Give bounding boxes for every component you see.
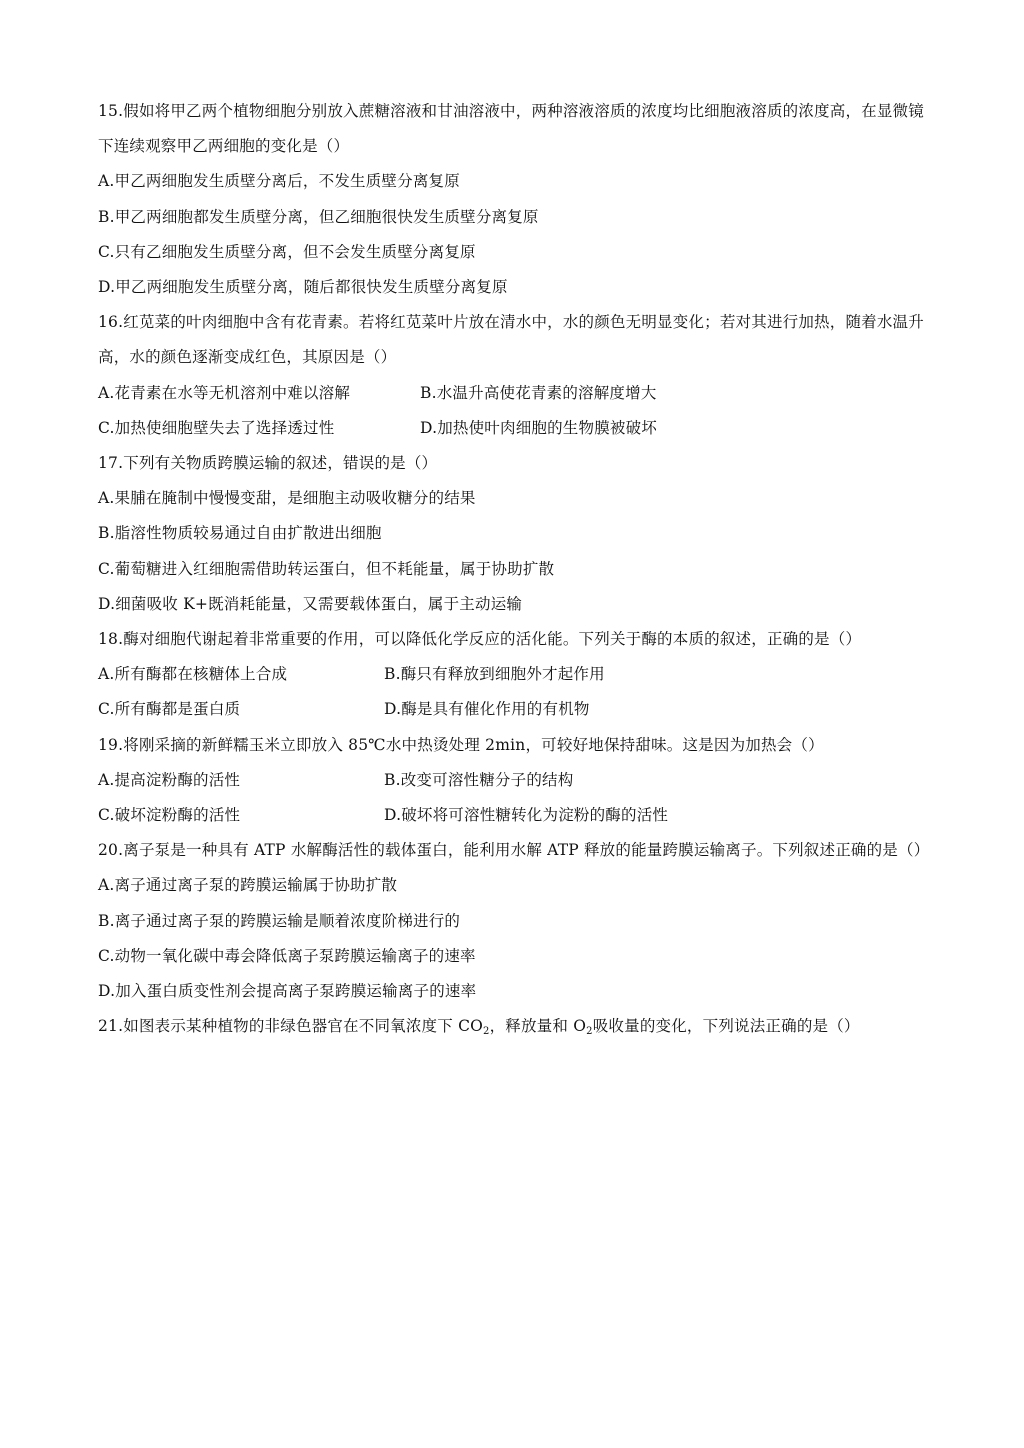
question-15-option-b: B.甲乙两细胞都发生质壁分离，但乙细胞很快发生质壁分离复原 <box>98 207 539 226</box>
question-16-option-a: A.花青素在水等无机溶剂中难以溶解 <box>98 383 351 402</box>
question-21-stem-part-b: ，释放量和 O <box>489 1017 587 1036</box>
question-17-option-d: D.细菌吸收 K+既消耗能量，又需要载体蛋白，属于主动运输 <box>98 594 523 613</box>
question-16 <box>98 305 928 446</box>
question-20 <box>98 833 928 1009</box>
question-20-option-a: A.离子通过离子泵的跨膜运输属于协助扩散 <box>98 876 398 895</box>
question-20-option-b: B.离子通过离子泵的跨膜运输是顺着浓度阶梯进行的 <box>98 911 461 930</box>
question-20-stem: 20.离子泵是一种具有 ATP 水解酶活性的载体蛋白，能利用水解 ATP 释放的能量跨膜运输离子。下列叙述正确的是（） <box>98 841 930 860</box>
question-15-option-a: A.甲乙两细胞发生质壁分离后，不发生质壁分离复原 <box>98 172 460 191</box>
question-18-option-d: D.酶是具有催化作用的有机物 <box>384 700 590 719</box>
question-17 <box>98 446 928 622</box>
co2-subscript: 2 <box>483 1026 490 1038</box>
question-15-stem: 15.假如将甲乙两个植物细胞分别放入蔗糖溶液和甘油溶液中，两种溶液溶质的浓度均比细胞液溶质的浓度高，在显微镜下连续观察甲乙两细胞的变化是（） <box>98 102 924 156</box>
question-18-options-row-2 <box>98 692 928 727</box>
question-19-option-a: A.提高淀粉酶的活性 <box>98 770 241 789</box>
question-21 <box>98 1009 928 1044</box>
question-19-option-c: C.破坏淀粉酶的活性 <box>98 806 241 825</box>
o2-subscript: 2 <box>586 1026 593 1038</box>
question-16-option-c: C.加热使细胞壁失去了选择透过性 <box>98 418 335 437</box>
question-19-option-d: D.破坏将可溶性糖转化为淀粉的酶的活性 <box>384 806 669 825</box>
question-16-stem: 16.红苋菜的叶肉细胞中含有花青素。若将红苋菜叶片放在清水中，水的颜色无明显变化；若对其进行加热，随着水温升高，水的颜色逐渐变成红色，其原因是（） <box>98 313 924 367</box>
question-19-option-b: B.改变可溶性糖分子的结构 <box>384 770 574 789</box>
question-20-option-d: D.加入蛋白质变性剂会提高离子泵跨膜运输离子的速率 <box>98 982 477 1001</box>
question-16-option-b: B.水温升高使花青素的溶解度增大 <box>420 383 657 402</box>
question-18-options-row-1 <box>98 657 928 692</box>
question-15 <box>98 94 928 305</box>
question-17-option-b: B.脂溶性物质较易通过自由扩散进出细胞 <box>98 524 382 543</box>
question-19 <box>98 728 928 834</box>
question-18-option-c: C.所有酶都是蛋白质 <box>98 700 241 719</box>
question-21-stem <box>98 1009 928 1044</box>
question-19-options-row-2 <box>98 798 928 833</box>
question-16-options-row-2 <box>98 411 928 446</box>
question-21-stem-part-c: 吸收量的变化，下列说法正确的是（） <box>592 1017 860 1036</box>
question-17-stem: 17.下列有关物质跨膜运输的叙述，错误的是（） <box>98 454 438 473</box>
question-16-options-row-1 <box>98 376 928 411</box>
question-19-options-row-1 <box>98 763 928 798</box>
question-18-option-b: B.酶只有释放到细胞外才起作用 <box>384 665 605 684</box>
question-17-option-c: C.葡萄糖进入红细胞需借助转运蛋白，但不耗能量，属于协助扩散 <box>98 559 555 578</box>
question-17-option-a: A.果脯在腌制中慢慢变甜，是细胞主动吸收糖分的结果 <box>98 489 476 508</box>
question-18-stem: 18.酶对细胞代谢起着非常重要的作用，可以降低化学反应的活化能。下列关于酶的本质的叙述，正确的是（） <box>98 630 862 649</box>
question-18 <box>98 622 928 728</box>
question-16-option-d: D.加热使叶肉细胞的生物膜被破坏 <box>420 418 658 437</box>
question-list <box>98 94 928 1044</box>
question-19-stem: 19.将刚采摘的新鲜糯玉米立即放入 85℃水中热烫处理 2min，可较好地保持甜味。这是因为加热会（） <box>98 735 824 754</box>
question-21-stem-part-a: 21.如图表示某种植物的非绿色器官在不同氧浓度下 CO <box>98 1017 484 1036</box>
question-18-option-a: A.所有酶都在核糖体上合成 <box>98 665 288 684</box>
question-15-option-d: D.甲乙两细胞发生质壁分离，随后都很快发生质壁分离复原 <box>98 278 508 297</box>
question-20-option-c: C.动物一氧化碳中毒会降低离子泵跨膜运输离子的速率 <box>98 946 476 965</box>
question-15-option-c: C.只有乙细胞发生质壁分离，但不会发生质壁分离复原 <box>98 242 476 261</box>
